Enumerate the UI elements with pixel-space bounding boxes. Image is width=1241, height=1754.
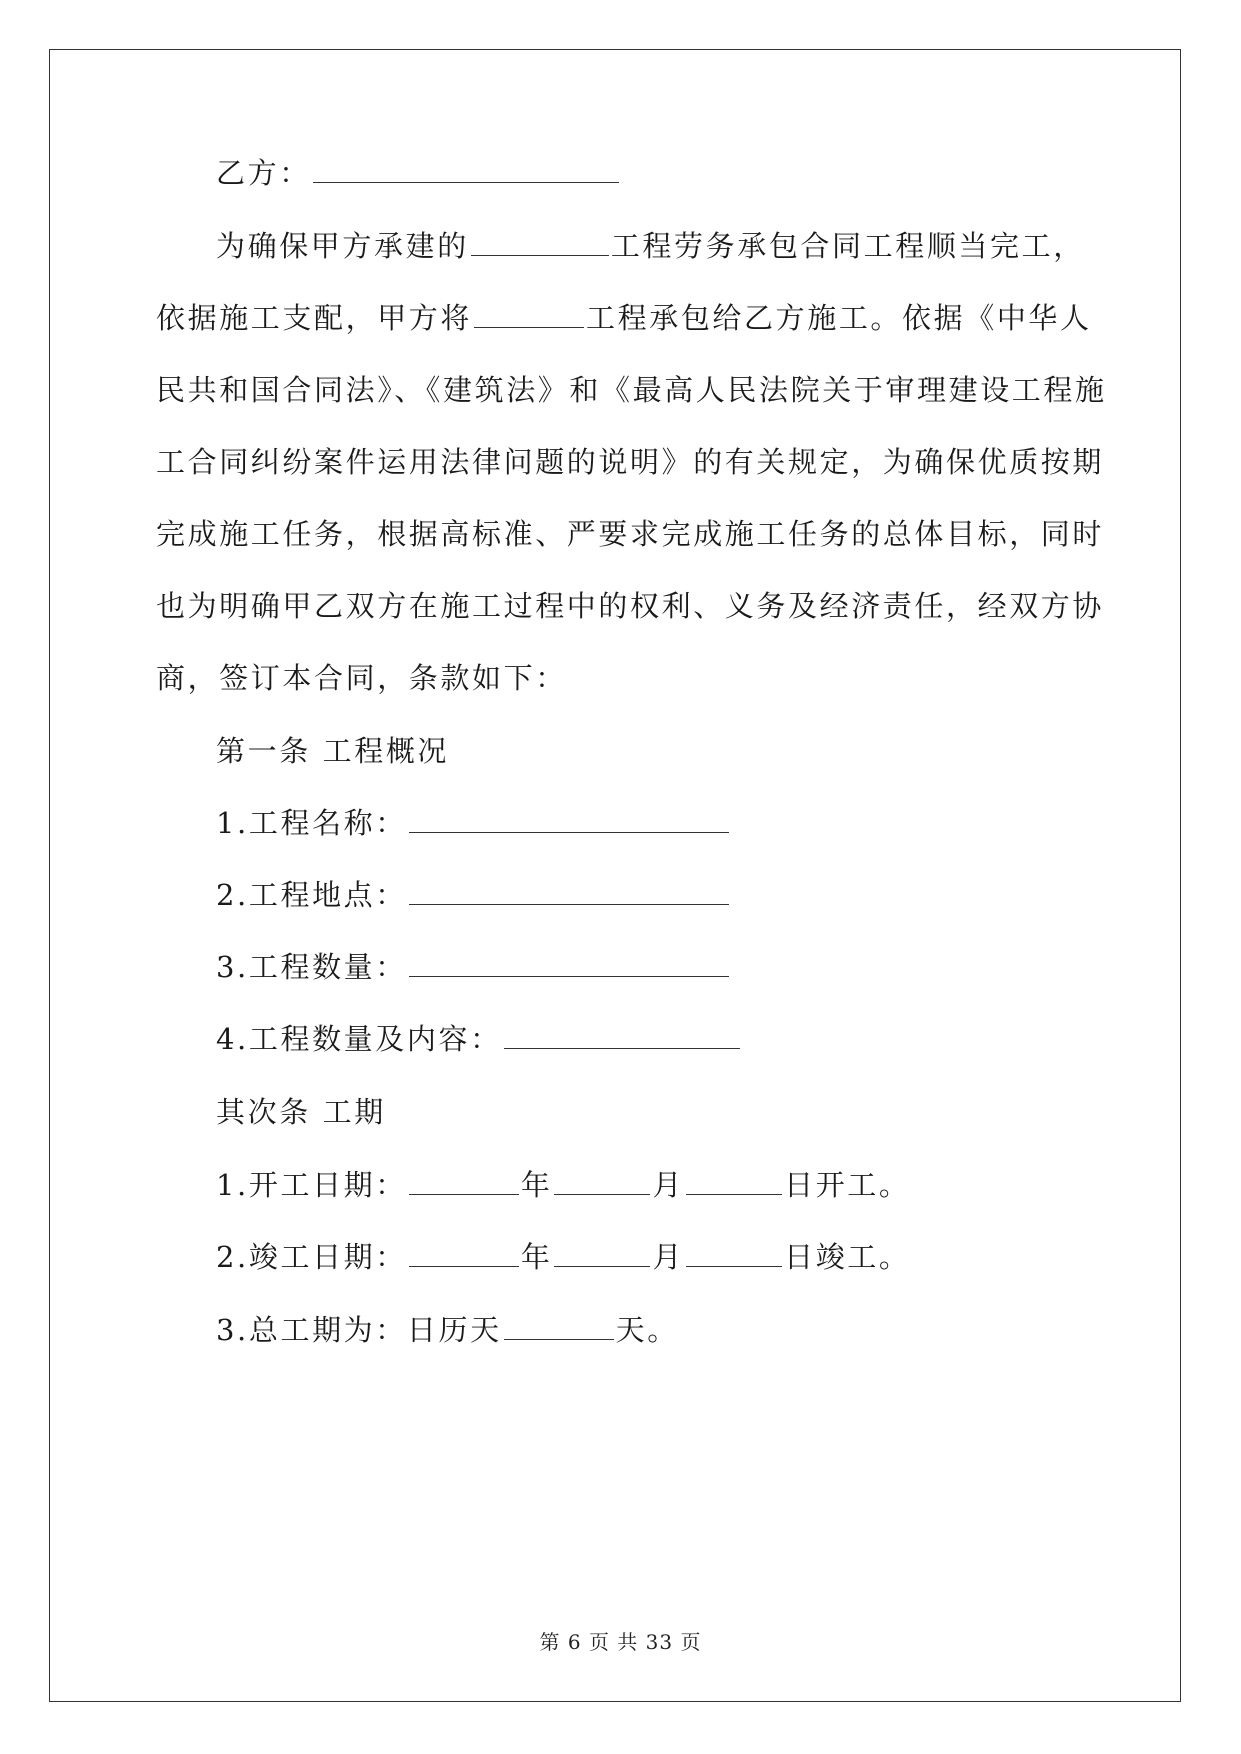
- article-1-item-3: [216, 947, 731, 987]
- item-label: 2.工程地点：: [216, 878, 407, 912]
- project-blank[interactable]: [474, 301, 584, 328]
- start-day-field[interactable]: [686, 1168, 782, 1195]
- start-year-field[interactable]: [409, 1168, 519, 1195]
- days-label: 天。: [615, 1313, 679, 1347]
- end-month-field[interactable]: [554, 1240, 650, 1267]
- preamble-text: 工程劳务承包合同工程顺当完工，: [610, 229, 1085, 263]
- day-label: 日开工。: [784, 1168, 911, 1202]
- day-label: 日竣工。: [784, 1240, 911, 1274]
- year-label: 年: [520, 1168, 553, 1202]
- total-days-field[interactable]: [504, 1313, 614, 1340]
- preamble-text: 依据施工支配，甲方将: [156, 301, 473, 335]
- preamble-line-2: [156, 298, 1092, 338]
- item-label: 1.开工日期：: [216, 1168, 407, 1202]
- year-label: 年: [520, 1240, 553, 1274]
- project-location-field[interactable]: [409, 878, 729, 905]
- item-label: 4.工程数量及内容：: [216, 1022, 502, 1056]
- preamble-line-3: 民共和国合同法》、《建筑法》和《最高人民法院关于审理建设工程施: [156, 373, 1107, 407]
- party-b-label: 乙方：: [216, 156, 311, 190]
- end-year-field[interactable]: [409, 1240, 519, 1267]
- preamble-line-1: [216, 226, 1085, 266]
- article-1-item-4: [216, 1019, 742, 1059]
- start-date-line: [216, 1165, 911, 1205]
- preamble-text: 工程承包给乙方施工。依据《中华人: [586, 301, 1092, 335]
- article-1-heading: 第一条 工程概况: [216, 734, 450, 768]
- end-day-field[interactable]: [686, 1240, 782, 1267]
- project-content-field[interactable]: [504, 1022, 740, 1049]
- month-label: 月: [652, 1240, 685, 1274]
- article-1-item-1: [216, 803, 731, 843]
- month-label: 月: [652, 1168, 685, 1202]
- project-name-field[interactable]: [409, 806, 729, 833]
- project-quantity-field[interactable]: [409, 950, 729, 977]
- item-label: 1.工程名称：: [216, 806, 407, 840]
- preamble-line-6: 也为明确甲乙双方在施工过程中的权利、义务及经济责任，经双方协: [156, 589, 1105, 623]
- item-label: 2.竣工日期：: [216, 1240, 407, 1274]
- item-label: 3.工程数量：: [216, 950, 407, 984]
- preamble-text: 为确保甲方承建的: [216, 229, 469, 263]
- preamble-line-5: 完成施工任务，根据高标准、严要求完成施工任务的总体目标，同时: [156, 517, 1105, 551]
- preamble-line-4: 工合同纠纷案件运用法律问题的说明》的有关规定，为确保优质按期: [156, 445, 1105, 479]
- article-2-heading: 其次条 工期: [216, 1095, 386, 1129]
- article-1-item-2: [216, 875, 731, 915]
- end-date-line: [216, 1237, 911, 1277]
- total-duration-line: [216, 1310, 679, 1350]
- start-month-field[interactable]: [554, 1168, 650, 1195]
- party-b-blank[interactable]: [313, 156, 619, 183]
- preamble-line-7: 商，签订本合同，条款如下：: [156, 661, 567, 695]
- page-footer: 第 6 页 共 33 页: [539, 1630, 702, 1654]
- project-name-blank[interactable]: [471, 229, 609, 256]
- party-b-line: [216, 153, 621, 193]
- item-label: 3.总工期为：日历天: [216, 1313, 502, 1347]
